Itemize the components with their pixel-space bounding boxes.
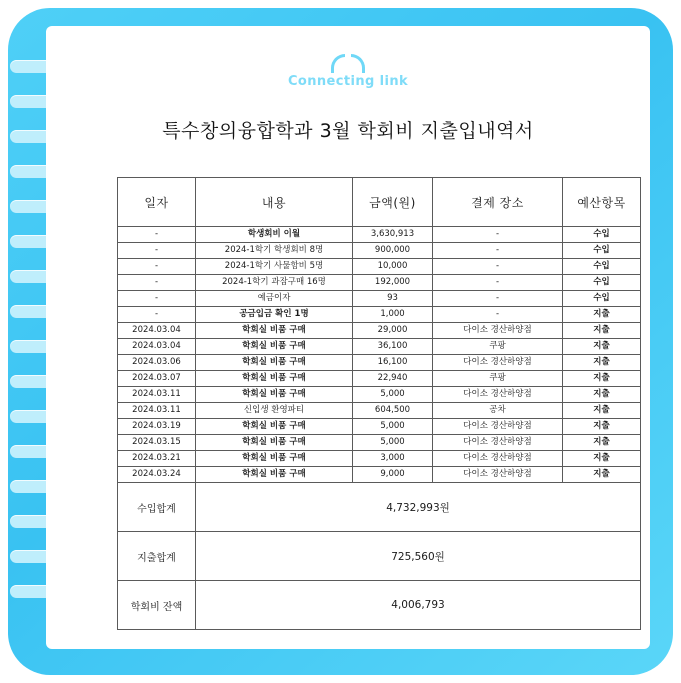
table-row xyxy=(118,275,641,291)
link-arc-icon xyxy=(331,54,365,73)
notebook-frame xyxy=(8,8,673,675)
cell-place: 다이소 경산하양점 xyxy=(433,451,563,467)
table-row xyxy=(118,323,641,339)
cell-budget-item: 지출 xyxy=(563,371,641,387)
cell-date: - xyxy=(118,275,196,291)
summary-row-expense-total xyxy=(118,532,641,581)
cell-description: 학회실 비품 구매 xyxy=(196,355,353,371)
summary-value: 4,006,793 xyxy=(196,581,641,630)
cell-description: 2024-1학기 학생회비 8명 xyxy=(196,243,353,259)
cell-budget-item: 지출 xyxy=(563,435,641,451)
cell-place: 쿠팡 xyxy=(433,339,563,355)
column-header-description: 내용 xyxy=(196,178,353,227)
cell-description: 학회실 비품 구매 xyxy=(196,339,353,355)
table-row xyxy=(118,339,641,355)
table-row xyxy=(118,355,641,371)
table-row xyxy=(118,419,641,435)
cell-place: 공차 xyxy=(433,403,563,419)
table-header xyxy=(118,178,641,227)
cell-description: 학회실 비품 구매 xyxy=(196,467,353,483)
cell-date: 2024.03.24 xyxy=(118,467,196,483)
cell-amount: 1,000 xyxy=(353,307,433,323)
cell-amount: 604,500 xyxy=(353,403,433,419)
cell-description: 예금이자 xyxy=(196,291,353,307)
cell-date: - xyxy=(118,307,196,323)
table-row xyxy=(118,403,641,419)
cell-amount: 5,000 xyxy=(353,435,433,451)
cell-description: 학생회비 이월 xyxy=(196,227,353,243)
cell-amount: 29,000 xyxy=(353,323,433,339)
table-row xyxy=(118,371,641,387)
cell-place: - xyxy=(433,291,563,307)
cell-description: 학회실 비품 구매 xyxy=(196,419,353,435)
table-header-row xyxy=(118,178,641,227)
brand-logo-text: Connecting link xyxy=(287,74,409,89)
cell-amount: 900,000 xyxy=(353,243,433,259)
column-header-budget-item: 예산항목 xyxy=(563,178,641,227)
cell-budget-item: 지출 xyxy=(563,323,641,339)
cell-budget-item: 수입 xyxy=(563,291,641,307)
cell-date: - xyxy=(118,291,196,307)
cell-budget-item: 수입 xyxy=(563,259,641,275)
cell-place: 다이소 경산하양점 xyxy=(433,323,563,339)
table-row xyxy=(118,227,641,243)
cell-place: 다이소 경산하양점 xyxy=(433,355,563,371)
cell-amount: 9,000 xyxy=(353,467,433,483)
summary-label: 학회비 잔액 xyxy=(118,581,196,630)
ledger-table-wrap xyxy=(117,177,640,630)
page-title: 특수창의융합학과 3월 학회비 지출입내역서 xyxy=(162,120,534,142)
cell-budget-item: 지출 xyxy=(563,451,641,467)
cell-description: 2024-1학기 과잠구매 16명 xyxy=(196,275,353,291)
cell-date: - xyxy=(118,259,196,275)
cell-amount: 93 xyxy=(353,291,433,307)
cell-amount: 22,940 xyxy=(353,371,433,387)
table-row xyxy=(118,259,641,275)
cell-date: 2024.03.06 xyxy=(118,355,196,371)
table-row xyxy=(118,387,641,403)
cell-place: 쿠팡 xyxy=(433,371,563,387)
cell-description: 학회실 비품 구매 xyxy=(196,371,353,387)
table-row xyxy=(118,291,641,307)
cell-budget-item: 수입 xyxy=(563,243,641,259)
cell-amount: 192,000 xyxy=(353,275,433,291)
cell-budget-item: 수입 xyxy=(563,227,641,243)
summary-value: 4,732,993원 xyxy=(196,483,641,532)
cell-date: 2024.03.11 xyxy=(118,403,196,419)
summary-value: 725,560원 xyxy=(196,532,641,581)
summary-label: 수입합계 xyxy=(118,483,196,532)
cell-budget-item: 지출 xyxy=(563,339,641,355)
cell-budget-item: 지출 xyxy=(563,467,641,483)
cell-description: 학회실 비품 구매 xyxy=(196,387,353,403)
table-row xyxy=(118,435,641,451)
paper-sheet xyxy=(46,26,650,649)
cell-amount: 3,000 xyxy=(353,451,433,467)
cell-budget-item: 지출 xyxy=(563,355,641,371)
summary-label: 지출합계 xyxy=(118,532,196,581)
brand-logo xyxy=(228,54,468,89)
cell-description: 2024-1학기 사물함비 5명 xyxy=(196,259,353,275)
cell-description: 공금입금 확인 1명 xyxy=(196,307,353,323)
ledger-table xyxy=(117,177,641,630)
cell-description: 학회실 비품 구매 xyxy=(196,451,353,467)
table-row xyxy=(118,307,641,323)
column-header-date: 일자 xyxy=(118,178,196,227)
table-row xyxy=(118,467,641,483)
cell-budget-item: 지출 xyxy=(563,387,641,403)
cell-budget-item: 지출 xyxy=(563,307,641,323)
cell-budget-item: 수입 xyxy=(563,275,641,291)
cell-budget-item: 지출 xyxy=(563,419,641,435)
cell-budget-item: 지출 xyxy=(563,403,641,419)
column-header-place: 결제 장소 xyxy=(433,178,563,227)
cell-date: - xyxy=(118,227,196,243)
table-row xyxy=(118,243,641,259)
table-summary xyxy=(118,483,641,630)
cell-date: 2024.03.15 xyxy=(118,435,196,451)
cell-amount: 5,000 xyxy=(353,419,433,435)
cell-place: - xyxy=(433,259,563,275)
cell-date: 2024.03.19 xyxy=(118,419,196,435)
cell-amount: 5,000 xyxy=(353,387,433,403)
cell-description: 학회실 비품 구매 xyxy=(196,435,353,451)
cell-amount: 36,100 xyxy=(353,339,433,355)
cell-description: 신입생 환영파티 xyxy=(196,403,353,419)
table-row xyxy=(118,451,641,467)
cell-place: 다이소 경산하양점 xyxy=(433,435,563,451)
summary-row-income-total xyxy=(118,483,641,532)
cell-date: 2024.03.04 xyxy=(118,323,196,339)
cell-date: 2024.03.11 xyxy=(118,387,196,403)
cell-date: 2024.03.21 xyxy=(118,451,196,467)
cell-place: - xyxy=(433,227,563,243)
cell-description: 학회실 비품 구매 xyxy=(196,323,353,339)
cell-amount: 10,000 xyxy=(353,259,433,275)
column-header-amount: 금액(원) xyxy=(353,178,433,227)
summary-row-balance xyxy=(118,581,641,630)
table-body xyxy=(118,227,641,483)
cell-place: 다이소 경산하양점 xyxy=(433,387,563,403)
cell-place: 다이소 경산하양점 xyxy=(433,419,563,435)
cell-place: - xyxy=(433,275,563,291)
cell-date: - xyxy=(118,243,196,259)
cell-place: - xyxy=(433,307,563,323)
cell-place: - xyxy=(433,243,563,259)
cell-amount: 16,100 xyxy=(353,355,433,371)
cell-place: 다이소 경산하양점 xyxy=(433,467,563,483)
cell-amount: 3,630,913 xyxy=(353,227,433,243)
cell-date: 2024.03.04 xyxy=(118,339,196,355)
cell-date: 2024.03.07 xyxy=(118,371,196,387)
